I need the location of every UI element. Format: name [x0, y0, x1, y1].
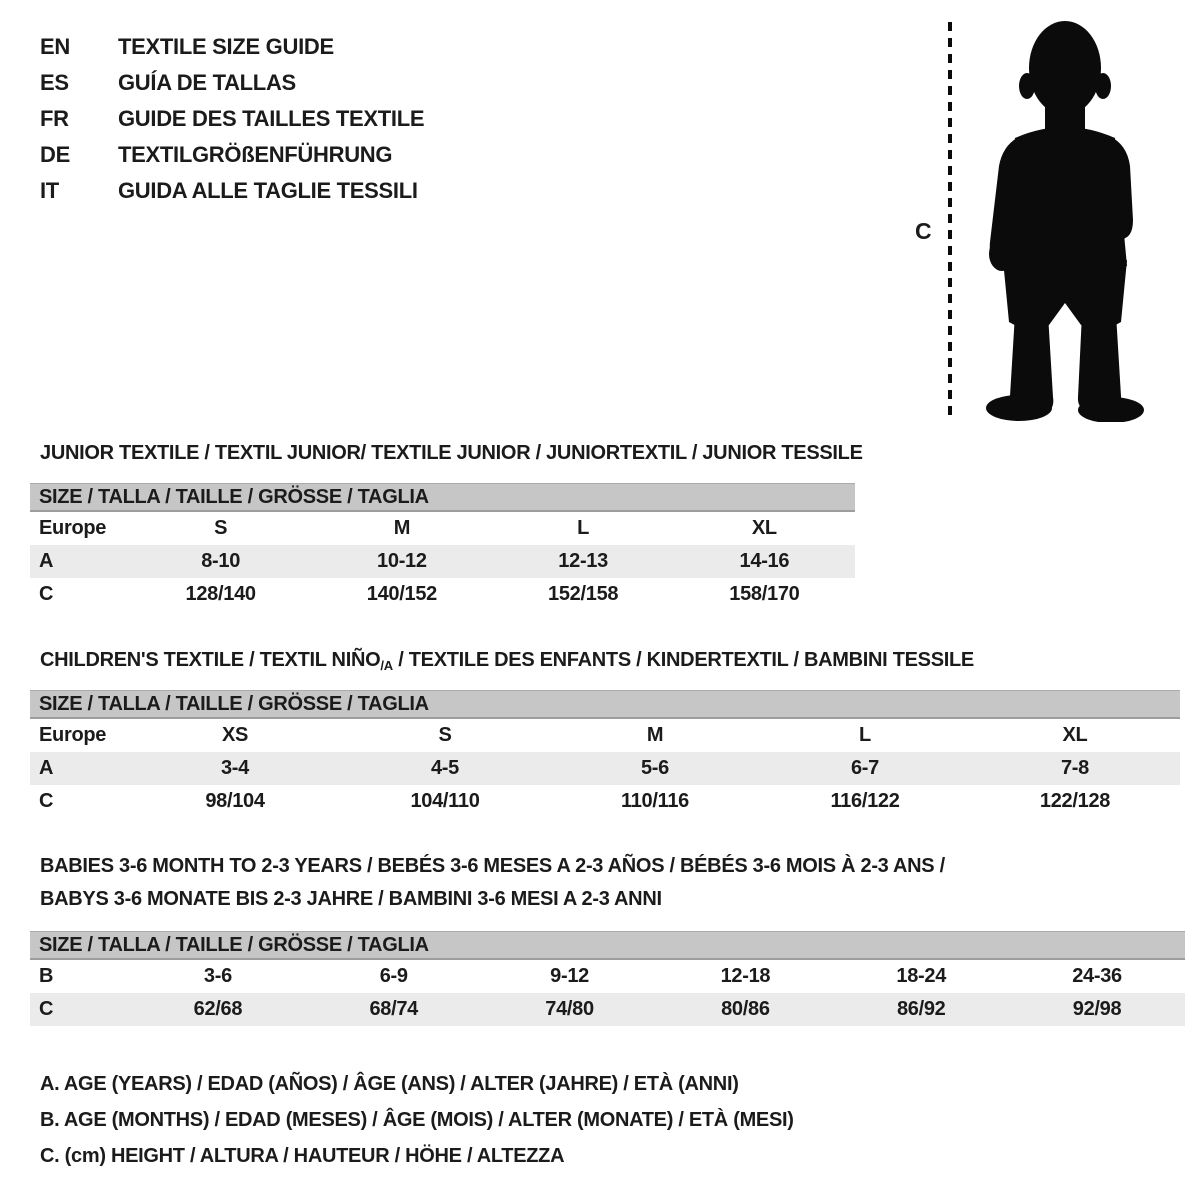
babies-title-line1: BABIES 3-6 MONTH TO 2-3 YEARS / BEBÉS 3-6 MESES A 2-3 AÑOS / BÉBÉS 3-6 MOIS À 2-3 ANS / [40, 855, 945, 877]
lang-code: FR [40, 106, 69, 131]
height-cell: 104/110 [410, 790, 480, 812]
lang-code: EN [40, 34, 70, 59]
months-cell: 9-12 [550, 965, 589, 987]
months-cell: 12-18 [720, 965, 771, 987]
row-label: Europe [39, 517, 107, 539]
children-section-title [40, 644, 974, 678]
lang-row-de [40, 137, 424, 173]
size-cell: XL [1062, 724, 1088, 746]
height-cell: 158/170 [729, 583, 800, 605]
children-row-height [30, 785, 1180, 818]
legend-height-cm: C. (cm) HEIGHT / ALTURA / HAUTEUR / HÖHE / ALTEZZA [40, 1144, 565, 1167]
children-row-europe [30, 719, 1180, 752]
junior-row-age [30, 545, 855, 578]
row-label: C [39, 583, 54, 605]
months-cell: 6-9 [379, 965, 408, 987]
guide-title-de: TEXTILGRÖßENFÜHRUNG [118, 142, 393, 167]
row-label: C [39, 998, 54, 1020]
height-cell: 86/92 [896, 998, 946, 1020]
babies-size-table [30, 931, 1185, 1026]
height-cell: 68/74 [369, 998, 419, 1020]
junior-row-height [30, 578, 855, 611]
lang-row-fr [40, 101, 424, 137]
age-cell: 7-8 [1060, 757, 1089, 779]
height-cell: 80/86 [721, 998, 770, 1020]
children-title-sub: /A [380, 658, 393, 673]
height-cell: 98/104 [205, 790, 265, 812]
guide-title-fr: GUIDE DES TAILLES TEXTILE [118, 106, 425, 131]
children-row-age [30, 752, 1180, 785]
row-label: A [39, 757, 54, 779]
height-cell: 140/152 [366, 583, 437, 605]
children-title-part2: / TEXTILE DES ENFANTS / KINDERTEXTIL / BAMBINI TESSILE [392, 649, 974, 671]
row-label: Europe [39, 724, 107, 746]
legend-age-months: B. AGE (MONTHS) / EDAD (MESES) / ÂGE (MOIS) / ALTER (MONATE) / ETÀ (MESI) [40, 1108, 794, 1131]
lang-row-it [40, 173, 424, 209]
age-cell: 6-7 [850, 757, 879, 779]
baby-silhouette-figure [900, 12, 1160, 422]
language-title-list [40, 29, 424, 209]
baby-silhouette-icon [900, 12, 1160, 422]
guide-title-en: TEXTILE SIZE GUIDE [118, 34, 334, 59]
height-cell: 92/98 [1072, 998, 1122, 1020]
baby-silhouette [986, 21, 1144, 422]
size-cell: M [393, 517, 411, 539]
guide-title-it: GUIDA ALLE TAGLIE TESSILI [118, 178, 418, 203]
lang-code: IT [40, 178, 59, 203]
children-title-part1: CHILDREN'S TEXTILE / TEXTIL NIÑO [40, 649, 381, 671]
lang-code: DE [40, 142, 70, 167]
age-cell: 14-16 [739, 550, 790, 572]
height-measure-label: C [915, 218, 932, 244]
lang-row-en [40, 29, 424, 65]
height-cell: 152/158 [548, 583, 619, 605]
age-cell: 4-5 [430, 757, 459, 779]
age-cell: 8-10 [201, 550, 241, 572]
junior-section-title: JUNIOR TEXTILE / TEXTIL JUNIOR/ TEXTILE JUNIOR / JUNIORTEXTIL / JUNIOR TESSILE [40, 442, 863, 464]
size-cell: L [859, 724, 871, 746]
age-cell: 5-6 [640, 757, 669, 779]
height-cell: 74/80 [545, 998, 594, 1020]
size-cell: L [577, 517, 590, 539]
babies-row-months [30, 960, 1185, 993]
babies-title-line2: BABYS 3-6 MONATE BIS 2-3 JAHRE / BAMBINI 3-6 MESI A 2-3 ANNI [40, 888, 662, 910]
lang-row-es [40, 65, 424, 101]
junior-size-header-bar: SIZE / TALLA / TAILLE / GRÖSSE / TAGLIA [30, 483, 855, 512]
age-cell: 3-4 [220, 757, 249, 779]
row-label: C [39, 790, 54, 812]
age-cell: 10-12 [377, 550, 427, 572]
size-cell: XS [221, 724, 249, 746]
size-cell: S [438, 724, 452, 746]
height-cell: 128/140 [185, 583, 256, 605]
size-cell: S [214, 517, 228, 539]
babies-row-height [30, 993, 1185, 1026]
row-label: A [39, 550, 54, 572]
lang-code: ES [40, 70, 69, 95]
children-size-header-bar: SIZE / TALLA / TAILLE / GRÖSSE / TAGLIA [30, 690, 1180, 719]
guide-title-es: GUÍA DE TALLAS [118, 70, 296, 95]
size-cell: M [646, 724, 664, 746]
size-cell: XL [751, 517, 777, 539]
height-cell: 116/122 [830, 790, 900, 812]
children-size-table [30, 690, 1180, 818]
legend-age-years: A. AGE (YEARS) / EDAD (AÑOS) / ÂGE (ANS) / ALTER (JAHRE) / ETÀ (ANNI) [40, 1072, 739, 1095]
height-cell: 122/128 [1039, 790, 1111, 812]
age-cell: 12-13 [558, 550, 608, 572]
legend [40, 1066, 794, 1174]
babies-section-title [40, 850, 945, 916]
junior-size-table [30, 483, 855, 611]
months-cell: 3-6 [203, 965, 232, 987]
height-cell: 110/116 [621, 790, 689, 812]
babies-size-header-bar: SIZE / TALLA / TAILLE / GRÖSSE / TAGLIA [30, 931, 1185, 960]
months-cell: 18-24 [896, 965, 947, 987]
height-cell: 62/68 [193, 998, 243, 1020]
row-label: B [39, 965, 54, 987]
months-cell: 24-36 [1072, 965, 1122, 987]
junior-row-europe [30, 512, 855, 545]
